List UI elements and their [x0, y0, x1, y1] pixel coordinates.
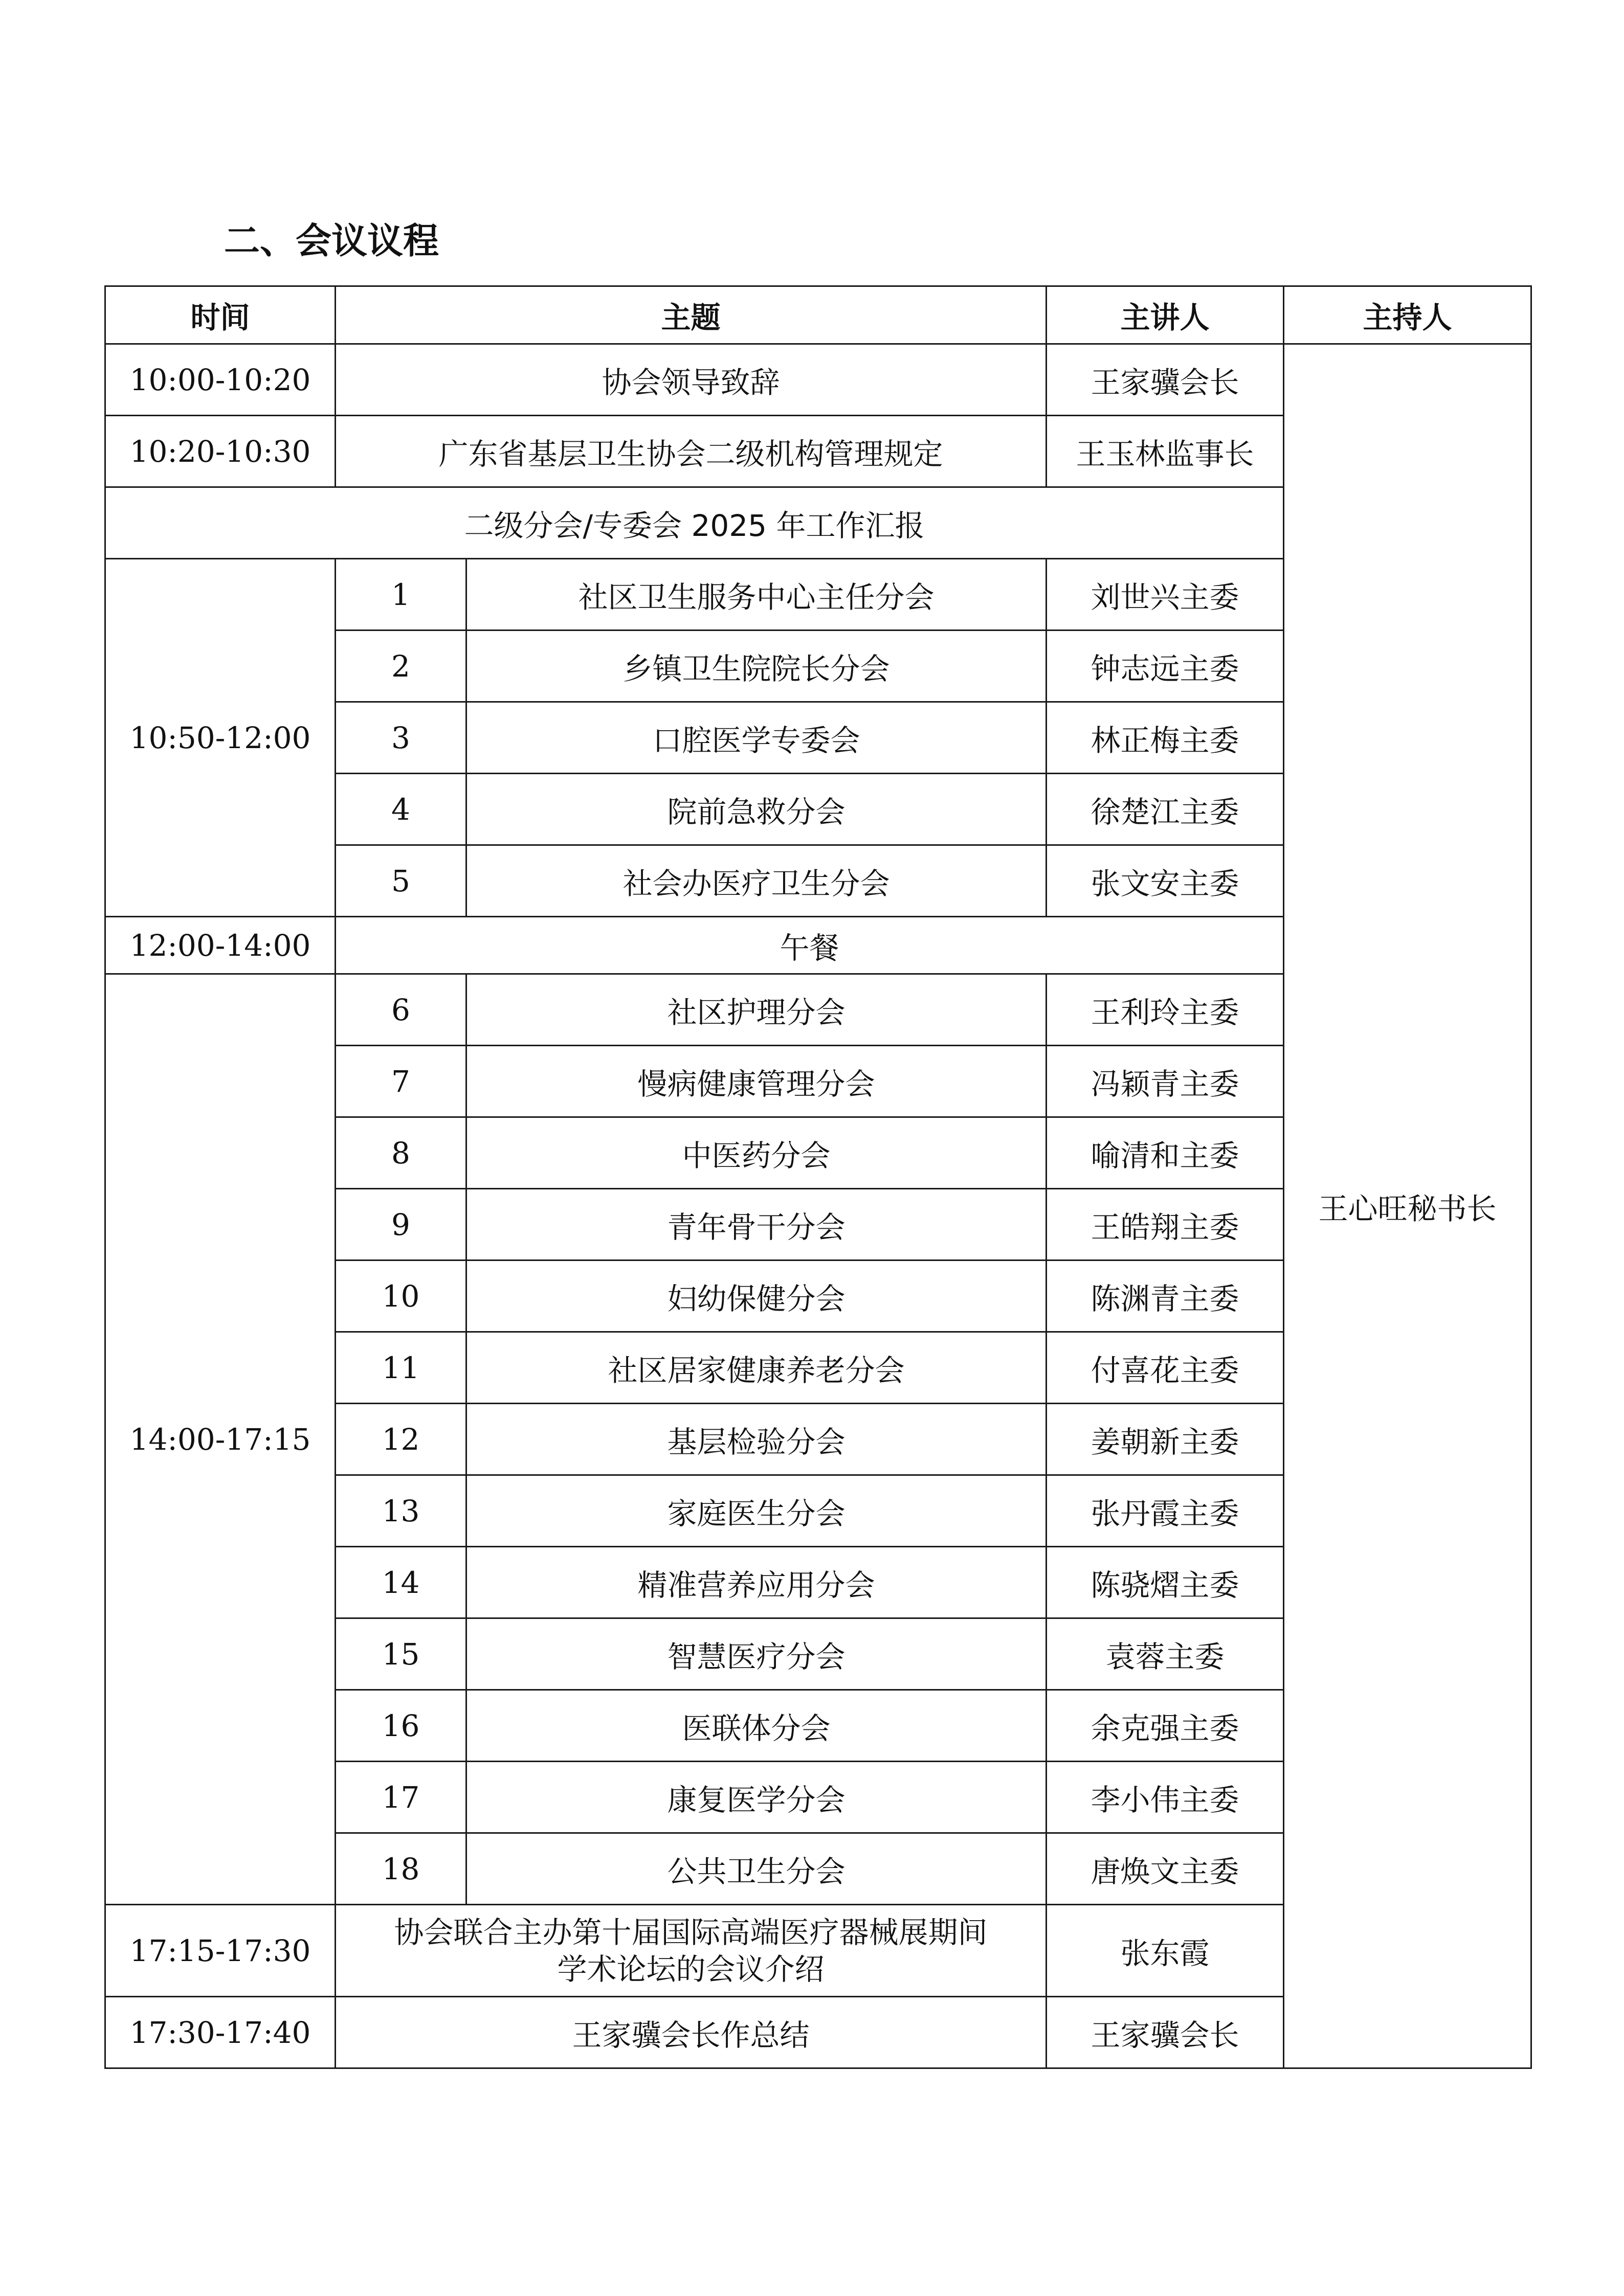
- speaker-cell: 钟志远主委: [1047, 631, 1284, 702]
- speaker-cell: 张文安主委: [1047, 845, 1284, 917]
- speaker-cell: 李小伟主委: [1047, 1762, 1284, 1833]
- header-host: 主持人: [1284, 286, 1531, 344]
- speaker-cell: 陈骁熠主委: [1047, 1547, 1284, 1618]
- speaker-cell: 喻清和主委: [1047, 1117, 1284, 1189]
- time-cell: 17:15-17:30: [105, 1905, 336, 1997]
- number-cell: 13: [336, 1475, 466, 1547]
- section-title: 二级分会/专委会 2025 年工作汇报: [105, 487, 1284, 559]
- host-cell: 王心旺秘书长: [1284, 344, 1531, 2068]
- number-cell: 9: [336, 1189, 466, 1260]
- header-time: 时间: [105, 286, 336, 344]
- topic-cell: 口腔医学专委会: [466, 702, 1047, 774]
- time-cell: 10:50-12:00: [105, 559, 336, 917]
- topic-cell: 协会领导致辞: [336, 344, 1047, 416]
- topic-cell: 社区卫生服务中心主任分会: [466, 559, 1047, 631]
- speaker-cell: 王家骥会长: [1047, 344, 1284, 416]
- agenda-table: [104, 285, 1532, 2069]
- number-cell: 17: [336, 1762, 466, 1833]
- speaker-cell: 王皓翔主委: [1047, 1189, 1284, 1260]
- speaker-cell: 王利玲主委: [1047, 974, 1284, 1046]
- number-cell: 10: [336, 1260, 466, 1332]
- speaker-cell: 冯颖青主委: [1047, 1046, 1284, 1117]
- time-cell: 12:00-14:00: [105, 917, 336, 974]
- header-speaker: 主讲人: [1047, 286, 1284, 344]
- speaker-cell: 王玉林监事长: [1047, 416, 1284, 487]
- topic-cell: 智慧医疗分会: [466, 1618, 1047, 1690]
- topic-cell: 午餐: [336, 917, 1284, 974]
- topic-cell: 公共卫生分会: [466, 1833, 1047, 1905]
- speaker-cell: 唐焕文主委: [1047, 1833, 1284, 1905]
- number-cell: 8: [336, 1117, 466, 1189]
- topic-cell: 乡镇卫生院院长分会: [466, 631, 1047, 702]
- speaker-cell: 林正梅主委: [1047, 702, 1284, 774]
- number-cell: 3: [336, 702, 466, 774]
- topic-cell: 王家骥会长作总结: [336, 1997, 1047, 2068]
- number-cell: 7: [336, 1046, 466, 1117]
- header-topic: 主题: [336, 286, 1047, 344]
- topic-line: 协会联合主办第十届国际高端医疗器械展期间: [394, 1915, 988, 1950]
- header-row: [105, 286, 1531, 344]
- topic-cell: [336, 1905, 1047, 1997]
- number-cell: 18: [336, 1833, 466, 1905]
- topic-cell: 院前急救分会: [466, 774, 1047, 845]
- speaker-cell: 余克强主委: [1047, 1690, 1284, 1762]
- time-cell: 10:00-10:20: [105, 344, 336, 416]
- topic-cell: 青年骨干分会: [466, 1189, 1047, 1260]
- speaker-cell: 张丹霞主委: [1047, 1475, 1284, 1547]
- topic-cell: 基层检验分会: [466, 1404, 1047, 1475]
- number-cell: 4: [336, 774, 466, 845]
- topic-cell: 慢病健康管理分会: [466, 1046, 1047, 1117]
- speaker-cell: 徐楚江主委: [1047, 774, 1284, 845]
- topic-line: 学术论坛的会议介绍: [557, 1951, 825, 1987]
- number-cell: 11: [336, 1332, 466, 1404]
- number-cell: 1: [336, 559, 466, 631]
- topic-cell: 社区护理分会: [466, 974, 1047, 1046]
- time-cell: 10:20-10:30: [105, 416, 336, 487]
- topic-cell: 社会办医疗卫生分会: [466, 845, 1047, 917]
- topic-cell: 广东省基层卫生协会二级机构管理规定: [336, 416, 1047, 487]
- time-cell: 14:00-17:15: [105, 974, 336, 1905]
- topic-cell: 社区居家健康养老分会: [466, 1332, 1047, 1404]
- topic-cell: 医联体分会: [466, 1690, 1047, 1762]
- speaker-cell: 陈渊青主委: [1047, 1260, 1284, 1332]
- number-cell: 12: [336, 1404, 466, 1475]
- speaker-cell: 姜朝新主委: [1047, 1404, 1284, 1475]
- topic-cell: 精准营养应用分会: [466, 1547, 1047, 1618]
- table-row: [105, 344, 1531, 416]
- number-cell: 5: [336, 845, 466, 917]
- number-cell: 2: [336, 631, 466, 702]
- topic-cell: 妇幼保健分会: [466, 1260, 1047, 1332]
- topic-cell: 家庭医生分会: [466, 1475, 1047, 1547]
- number-cell: 14: [336, 1547, 466, 1618]
- speaker-cell: 袁蓉主委: [1047, 1618, 1284, 1690]
- speaker-cell: 王家骥会长: [1047, 1997, 1284, 2068]
- speaker-cell: 付喜花主委: [1047, 1332, 1284, 1404]
- time-cell: 17:30-17:40: [105, 1997, 336, 2068]
- speaker-cell: 刘世兴主委: [1047, 559, 1284, 631]
- speaker-cell: 张东霞: [1047, 1905, 1284, 1997]
- topic-cell: 中医药分会: [466, 1117, 1047, 1189]
- number-cell: 16: [336, 1690, 466, 1762]
- number-cell: 6: [336, 974, 466, 1046]
- page-heading: 二、会议议程: [224, 220, 439, 262]
- topic-cell: 康复医学分会: [466, 1762, 1047, 1833]
- number-cell: 15: [336, 1618, 466, 1690]
